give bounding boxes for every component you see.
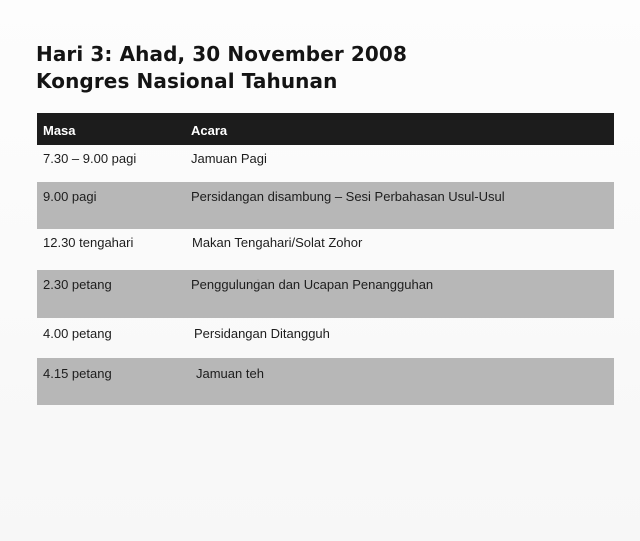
scan-speck <box>257 279 259 281</box>
table-row <box>37 318 614 358</box>
row-time: 7.30 – 9.00 pagi <box>43 151 137 166</box>
schedule-table <box>37 113 614 405</box>
row-time: 4.15 petang <box>43 366 112 381</box>
table-row <box>37 182 614 229</box>
row-time: 9.00 pagi <box>43 189 97 204</box>
row-event: Penggulungan dan Ucapan Penangguhan <box>191 277 434 292</box>
row-event: Makan Tengahari/Solat Zohor <box>192 235 363 250</box>
row-event: Jamuan teh <box>196 366 264 381</box>
row-time: 4.00 petang <box>43 326 112 341</box>
table-header <box>37 113 614 145</box>
table-row <box>37 270 614 318</box>
row-event: Jamuan Pagi <box>191 151 267 166</box>
table-row <box>37 229 614 270</box>
event-heading: Kongres Nasional Tahunan <box>36 69 338 93</box>
page-title <box>36 41 407 95</box>
row-time: 2.30 petang <box>43 277 112 292</box>
row-time: 12.30 tengahari <box>43 235 134 250</box>
table-row <box>37 145 614 182</box>
day-heading: Hari 3: Ahad, 30 November 2008 <box>36 42 407 66</box>
row-event: Persidangan Ditangguh <box>194 326 330 341</box>
header-acara: Acara <box>191 123 228 138</box>
header-masa: Masa <box>43 123 76 138</box>
row-event: Persidangan disambung – Sesi Perbahasan Usul-Usul <box>191 189 505 204</box>
table-row <box>37 358 614 405</box>
